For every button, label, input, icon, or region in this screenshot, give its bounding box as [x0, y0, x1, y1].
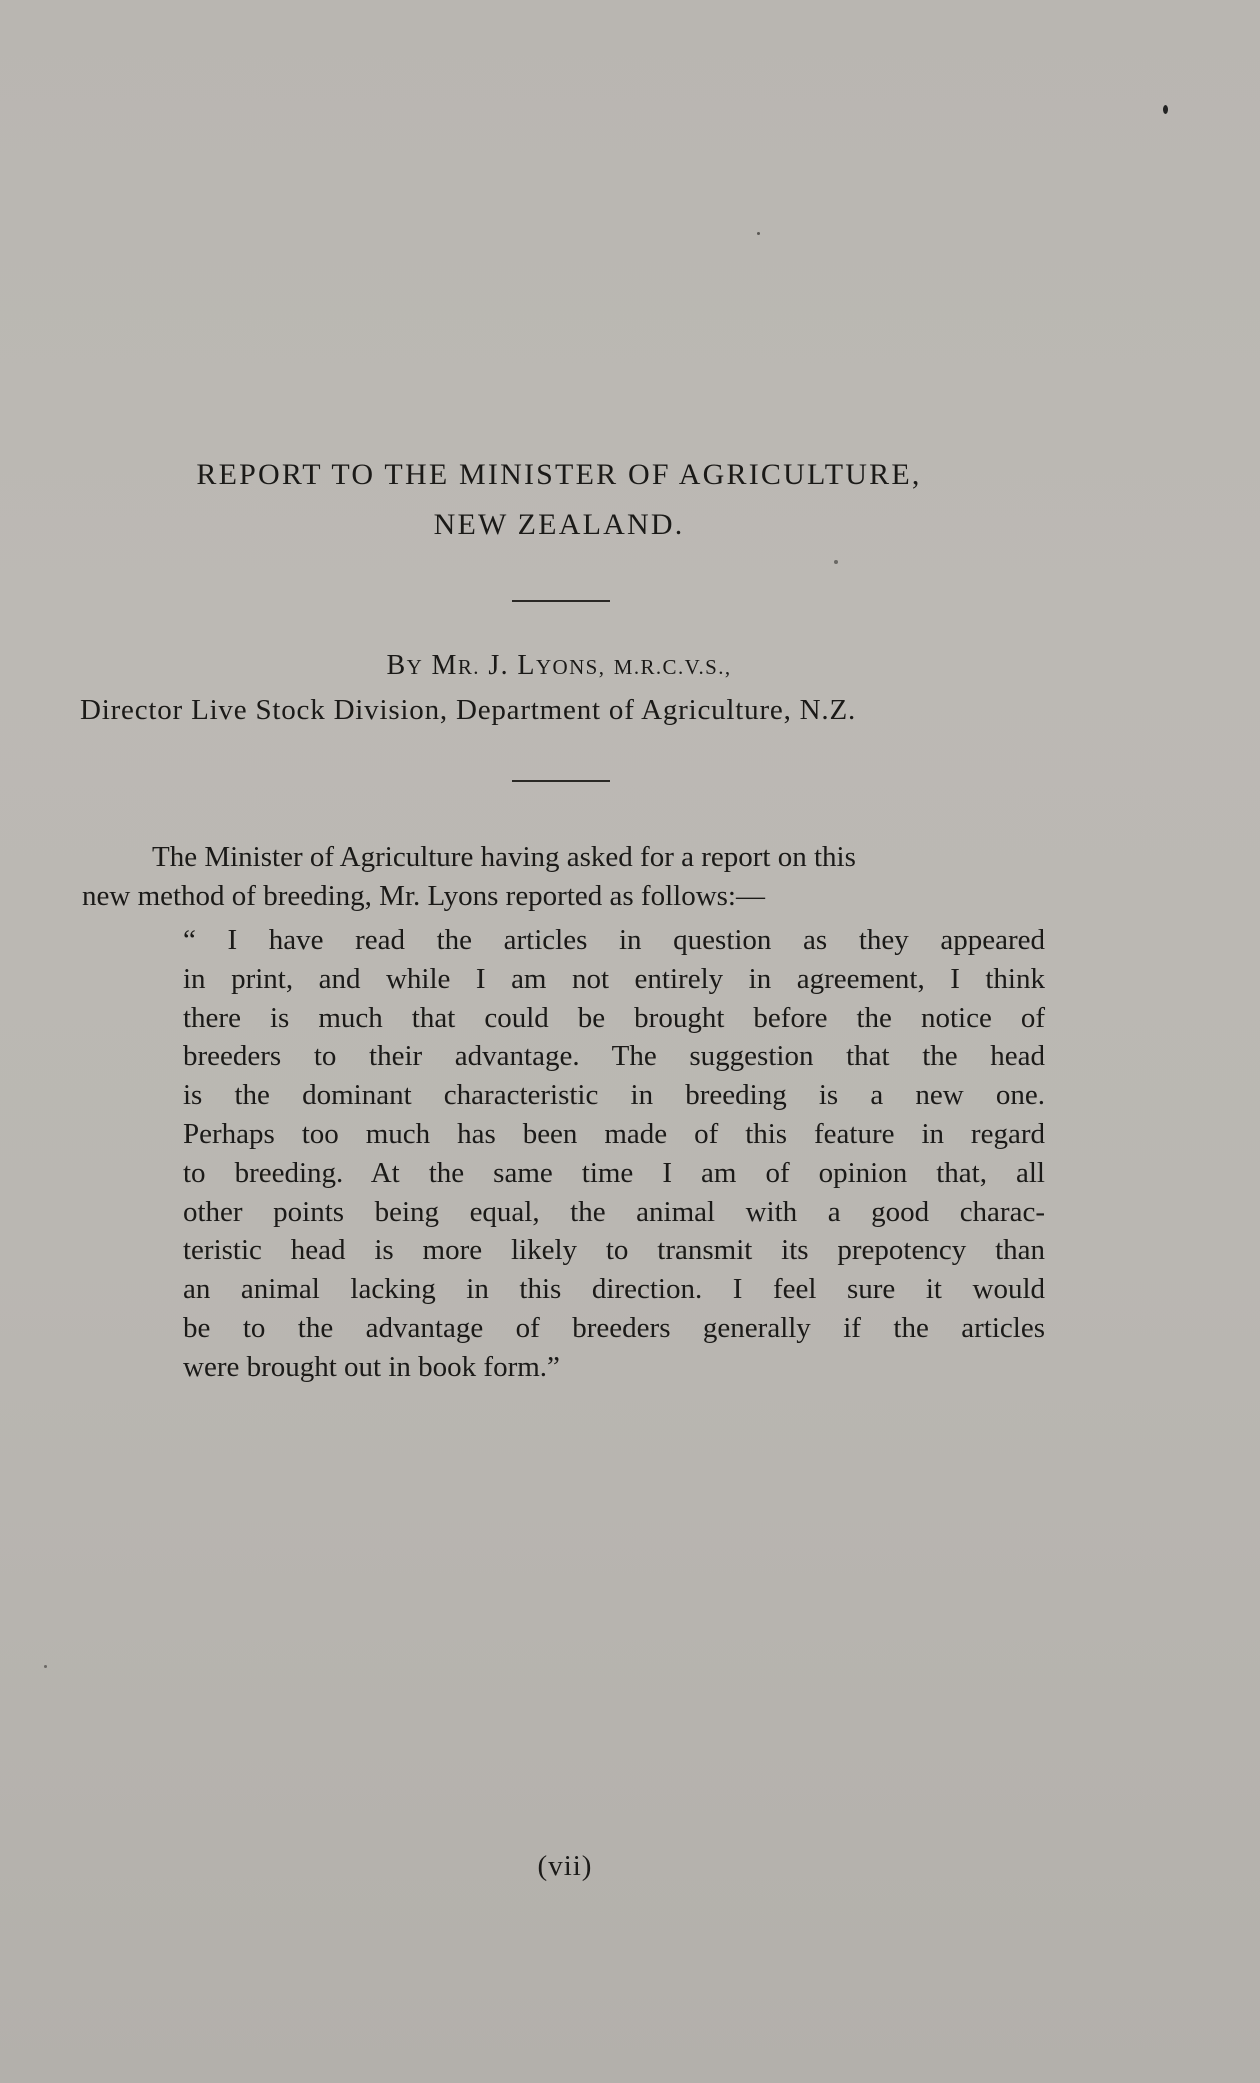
page-folio: (vii): [537, 1850, 593, 1882]
quote-line: were brought out in book form.”: [183, 1350, 560, 1383]
quote-line: in print, and while I am not entirely in agreement, I think: [183, 962, 1045, 995]
quote-line: “ I have read the articles in question as they appeared: [183, 924, 1045, 956]
author-position: Director Live Stock Division, Department of Agriculture, N.Z.: [80, 694, 857, 726]
paper-speck: [834, 560, 838, 564]
author-byline: [0, 646, 1118, 687]
quoted-report: [183, 921, 1045, 1387]
byline-mr-initial: M: [431, 650, 458, 681]
byline-author-initial: J.: [488, 650, 510, 681]
byline-surname-rest: YONS,: [535, 655, 606, 679]
quote-line: to breeding. At the same time I am of opinion that, all: [183, 1156, 1045, 1189]
section-divider-bottom: [512, 780, 610, 782]
quote-line: be to the advantage of breeders generally if the articles: [183, 1311, 1045, 1344]
byline-by-rest: Y: [406, 655, 424, 679]
paper-speck: [44, 1665, 47, 1668]
report-title-line-1: REPORT TO THE MINISTER OF AGRICULTURE,: [196, 458, 922, 491]
byline-surname-initial: L: [517, 650, 536, 681]
intro-line: new method of breeding, Mr. Lyons reported as follows:—: [82, 879, 765, 912]
intro-line: The Minister of Agriculture having asked for a report on this: [152, 841, 856, 873]
intro-paragraph: [82, 838, 1042, 915]
quote-line: is the dominant characteristic in breeding is a new one.: [183, 1079, 1045, 1112]
paper-speck: [1163, 105, 1168, 114]
byline-mr-rest: R.: [457, 655, 480, 679]
quote-line: Perhaps too much has been made of this feature in regard: [183, 1117, 1045, 1150]
report-title-line-2: NEW ZEALAND.: [433, 508, 685, 541]
quote-line: an animal lacking in this direction. I feel sure it would: [183, 1273, 1045, 1306]
quote-line: teristic head is more likely to transmit its prepotency than: [183, 1234, 1045, 1267]
quote-line: there is much that could be brought before the notice of: [183, 1001, 1045, 1034]
byline-by-initial: B: [386, 650, 407, 681]
section-divider-top: [512, 600, 610, 602]
byline-credentials: M.R.C.V.S.,: [613, 655, 732, 679]
quote-line: other points being equal, the animal with a good charac-: [183, 1195, 1045, 1228]
quote-line: breeders to their advantage. The suggestion that the head: [183, 1040, 1045, 1073]
paper-speck: [757, 232, 760, 235]
